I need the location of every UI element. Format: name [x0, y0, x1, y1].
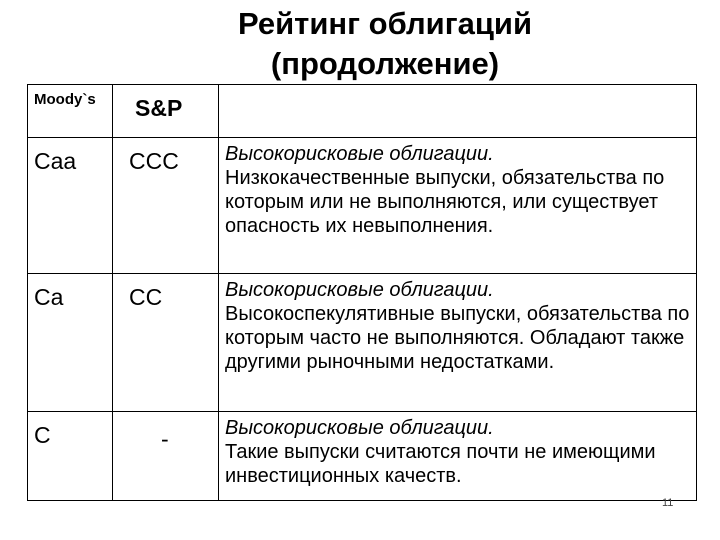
description-text: Такие выпуски считаются почти не имеющими инвестиционных качеств.: [225, 441, 656, 487]
header-sp-label: S&P: [135, 95, 183, 121]
header-cell-moodys: [28, 85, 113, 138]
table-header-row: [28, 85, 697, 138]
header-cell-sp: [113, 85, 219, 138]
table-row: [28, 412, 697, 501]
sp-rating: -: [161, 426, 169, 452]
table-row: [28, 274, 697, 412]
table-row: [28, 138, 697, 274]
sp-rating: CCC: [129, 148, 179, 174]
description-cell: [219, 138, 697, 274]
description-lead: Высокорисковые облигации.: [225, 279, 494, 301]
rating-description: [219, 138, 696, 238]
description-text: Низкокачественные выпуски, обязательства по которым или не выполняются, или существует опасность их невыполнения.: [225, 167, 665, 237]
sp-cell: [113, 138, 219, 274]
slide-title-line1: Рейтинг облигаций: [237, 6, 533, 41]
description-lead: Высокорисковые облигации.: [225, 143, 494, 165]
description-text: Высокоспекулятивные выпуски, обязательства по которым часто не выполняются. Обладают также другими рыночными недостатками.: [225, 303, 690, 373]
moodys-rating: Caa: [34, 148, 77, 174]
header-cell-description: [219, 85, 697, 138]
moodys-cell: [28, 138, 113, 274]
description-cell: [219, 274, 697, 412]
sp-rating: CC: [129, 284, 163, 310]
sp-cell: [113, 274, 219, 412]
slide-title: [150, 4, 620, 84]
sp-cell: [113, 412, 219, 501]
rating-table: [27, 84, 697, 501]
slide-title-line2: (продолжение): [270, 46, 500, 81]
header-moodys-label: Moody`s: [34, 91, 96, 108]
description-lead: Высокорисковые облигации.: [225, 417, 494, 439]
moodys-cell: [28, 274, 113, 412]
page-number: 11: [662, 497, 674, 509]
moodys-rating: Ca: [34, 284, 64, 310]
moodys-cell: [28, 412, 113, 501]
moodys-rating: C: [34, 422, 51, 448]
rating-description: [219, 412, 696, 488]
description-cell: [219, 412, 697, 501]
rating-description: [219, 274, 696, 374]
